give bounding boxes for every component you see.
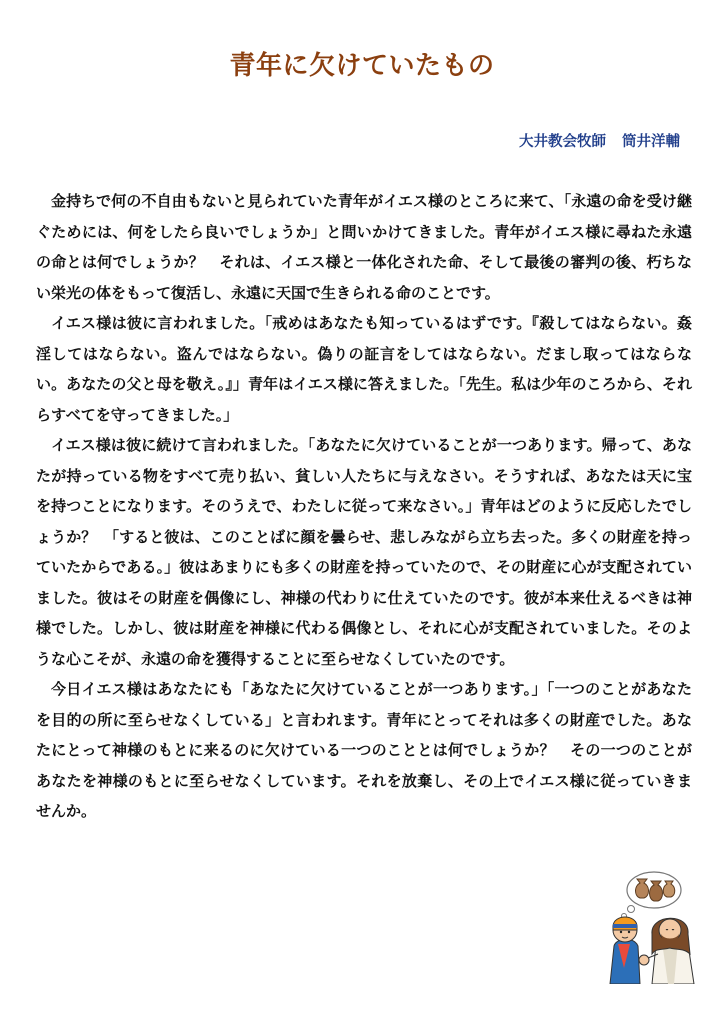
paragraph-2: イエス様は彼に言われました。「戒めはあなたも知っているはずです。『殺してはならない。姦淫してはならない。盗んではならない。偽りの証言をしてはならない。だまし取ってはならない。あなたの父と母を敬え。』」青年はイエス様に答えました。「先生。私は少年のころから、それらすべてを守ってきました。」 — [36, 314, 692, 424]
jesus-figure — [639, 918, 694, 984]
paragraph-3: イエス様は彼に続けて言われました。「あなたに欠けていることが一つあります。帰って、あなたが持っている物をすべて売り払い、貧しい人たちに与えなさい。そうすれば、あなたは天に宝を持つことになります。そのうえで、わたしに従って来なさい。」青年はどのように反応したでしょうか？ 「すると彼は、このことばに顔を曇らせ、悲しみながら立ち去った。多くの財産を持っていたからである。」彼はあまりにも多くの財産を持っていたので、その財産に心が支配されていました。彼はその財産を偶像にし、神様の代わりに仕えていたのです。彼が本来仕えるべきは神様でした。しかし、彼は財産を神様に代わる偶像とし、それに心が支配されていました。そのような心こそが、永遠の命を獲得することに至らせなくしていたのです。 — [36, 436, 692, 668]
paragraph-1: 金持ちで何の不自由もないと見られていた青年がイエス様のところに来て、「永遠の命を受け継ぐためには、何をしたら良いでしょうか」と問いかけてきました。青年がイエス様に尋ねた永遠の命とは何でしょうか？ それは、イエス様と一体化された命、そして最後の審判の後、朽ちない栄光の体をもって復活し、永遠に天国で生きられる命のことです。 — [36, 192, 692, 302]
author-line — [519, 131, 680, 153]
page-title: 青年に欠けていたもの — [229, 51, 495, 81]
young-man-figure — [610, 917, 640, 984]
paragraph-4: 今日イエス様はあなたにも「あなたに欠けていることが一つあります。」「一つのことがあなたを目的の所に至らせなくしている」と言われます。青年にとってそれは多くの財産でした。あなたにとって神様のもとに来るのに欠けている一つのこととは何でしょうか？ その一つのことがあなたを神様のもとに至らせなくしています。それを放棄し、その上でイエス様に従っていきませんか。 — [36, 680, 692, 820]
author-name: 筒井洋輔 — [622, 134, 680, 150]
article-body — [36, 186, 692, 827]
thought-bubble-icon — [622, 872, 682, 919]
author-role: 大井教会牧師 — [519, 134, 606, 150]
jesus-and-young-man-illustration — [604, 868, 712, 984]
